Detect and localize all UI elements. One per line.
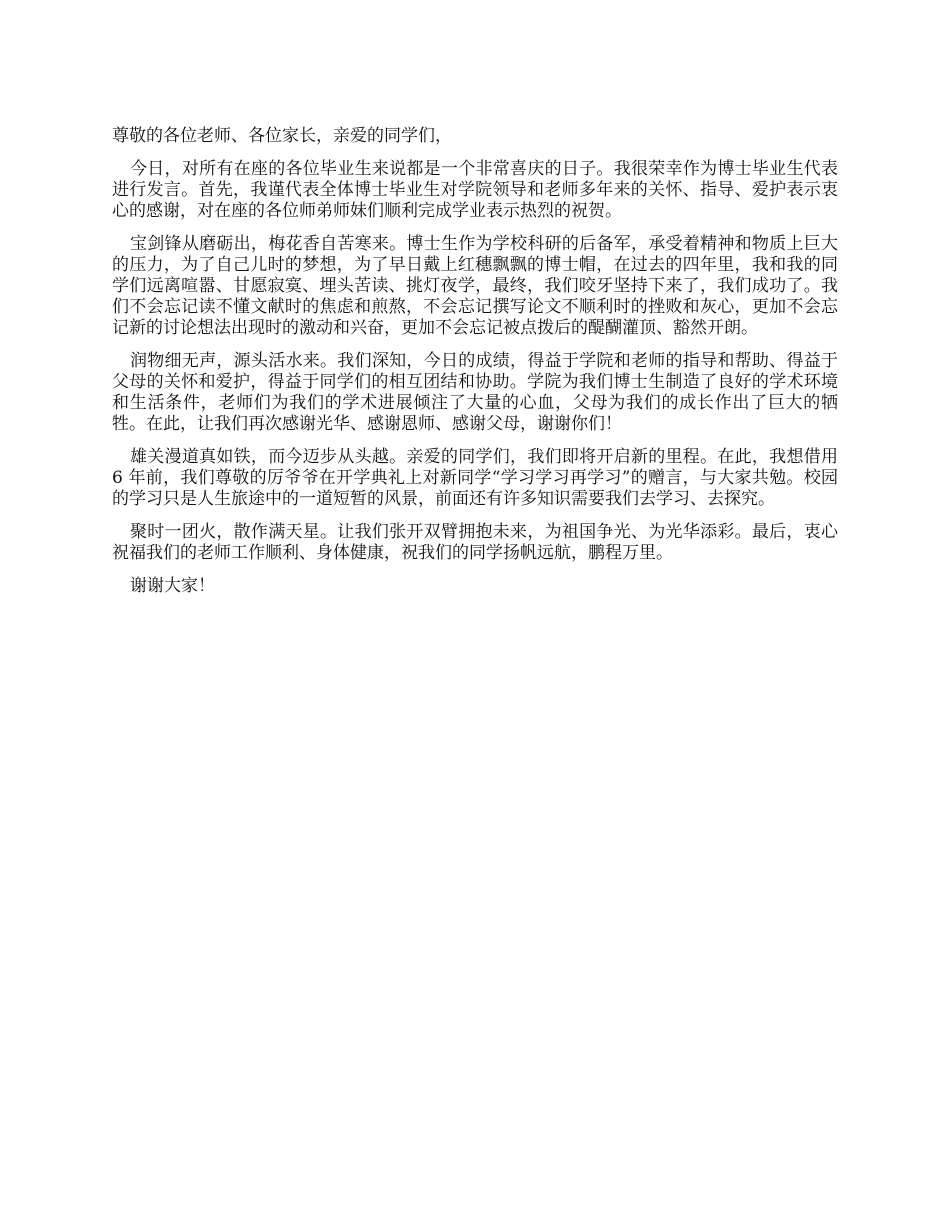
paragraph-blessing: 聚时一团火，散作满天星。让我们张开双臂拥抱未来，为祖国争光、为光华添彩。最后，衷心祝福我们的老师工作顺利、身体健康，祝我们的同学扬帆远航，鹏程万里。 — [112, 522, 838, 563]
paragraph-perseverance: 宝剑锋从磨砺出，梅花香自苦寒来。博士生作为学校科研的后备军，承受着精神和物质上巨大的压力，为了自己儿时的梦想，为了早日戴上红穗飘飘的博士帽，在过去的四年里，我和我的同学们远离喧嚣、甘愿寂寞、埋头苦读、挑灯夜学，最终，我们咬牙坚持下来了，我们成功了。我们不会忘记读不懂文献时的焦虑和煎熬，不会忘记撰写论文不顺利时的挫败和灰心，更加不会忘记新的讨论想法出现时的激动和兴奋，更加不会忘记被点拨后的醍醐灌顶、豁然开朗。 — [112, 234, 838, 338]
salutation: 尊敬的各位老师、各位家长，亲爱的同学们， — [112, 126, 452, 146]
paragraph-new-journey: 雄关漫道真如铁，而今迈步从头越。亲爱的同学们，我们即将开启新的里程。在此，我想借用 6 年前，我们尊敬的厉爷爷在开学典礼上对新同学“学习学习再学习”的赠言，与大家共勉。校园的学习只是人生旅途中的一道短暂的风景，前面还有许多知识需要我们去学习、去探究。 — [112, 447, 838, 509]
paragraph-gratitude: 润物细无声，源头活水来。我们深知，今日的成绩，得益于学院和老师的指导和帮助、得益于父母的关怀和爱护，得益于同学们的相互团结和协助。学院为我们博士生制造了良好的学术环境和生活条件，老师们为我们的学术进展倾注了大量的心血，父母为我们的成长作出了巨大的牺牲。在此，让我们再次感谢光华、感谢恩师、感谢父母，谢谢你们！ — [112, 351, 838, 434]
paragraph-thanks: 谢谢大家！ — [130, 576, 215, 596]
paragraph-opening: 今日，对所有在座的各位毕业生来说都是一个非常喜庆的日子。我很荣幸作为博士毕业生代表进行发言。首先，我谨代表全体博士毕业生对学院领导和老师多年来的关怀、指导、爱护表示衷心的感谢，对在座的各位师弟师妹们顺利完成学业表示热烈的祝贺。 — [112, 159, 838, 221]
document-body — [112, 126, 838, 609]
